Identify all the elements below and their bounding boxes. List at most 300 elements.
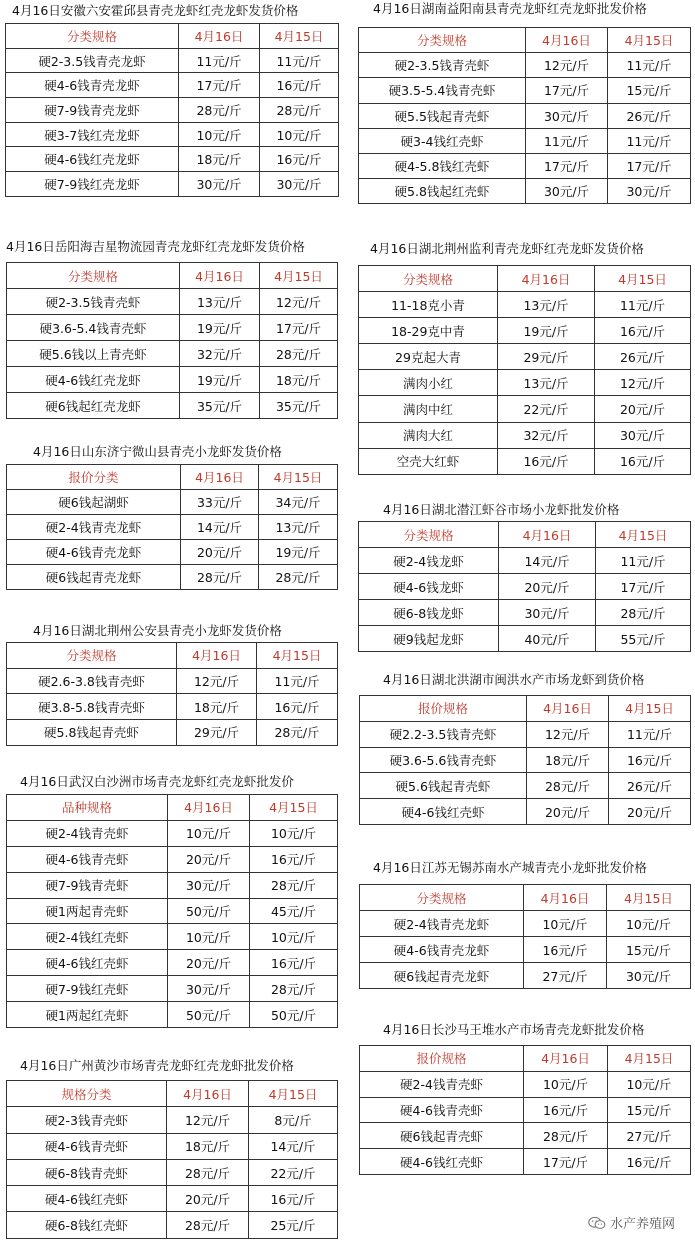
price-prev-cell: 50元/斤 <box>250 1002 338 1028</box>
header-row <box>7 795 338 821</box>
price-prev-cell: 15元/斤 <box>607 937 691 963</box>
header-date-today: 4月16日 <box>498 266 595 292</box>
spec-cell: 硬6钱起青壳龙虾 <box>360 963 524 989</box>
spec-cell: 硬4-6钱红壳虾 <box>7 1186 167 1212</box>
table-row <box>7 393 338 419</box>
header-spec: 分类规格 <box>359 522 499 548</box>
spec-cell: 硬2-4钱青壳龙虾 <box>360 911 524 937</box>
spec-cell: 空壳大红虾 <box>359 448 498 474</box>
table-row <box>360 773 691 799</box>
price-today-cell: 27元/斤 <box>524 963 607 989</box>
table-row <box>359 600 691 626</box>
price-prev-cell: 11元/斤 <box>609 721 691 747</box>
spec-cell: 硬4-6钱青壳龙虾 <box>6 73 179 98</box>
table-row <box>7 1212 338 1238</box>
spec-cell: 硬2-4钱青壳虾 <box>7 820 168 846</box>
price-prev-cell: 10元/斤 <box>607 911 691 937</box>
price-today-cell: 16元/斤 <box>498 448 595 474</box>
price-prev-cell: 16元/斤 <box>609 747 691 773</box>
price-today-cell: 35元/斤 <box>180 393 260 419</box>
price-today-cell: 29元/斤 <box>177 720 257 746</box>
header-row <box>359 28 691 53</box>
price-prev-cell: 30元/斤 <box>595 422 691 448</box>
header-date-prev: 4月15日 <box>608 28 691 53</box>
watermark-text: 水产养殖网 <box>609 1217 675 1232</box>
spec-cell: 硬4-6钱青壳龙虾 <box>7 540 181 565</box>
price-today-cell: 18元/斤 <box>167 1133 249 1159</box>
header-date-today: 4月16日 <box>168 795 250 821</box>
table-row <box>359 574 691 600</box>
header-row <box>360 1046 691 1072</box>
price-today-cell: 30元/斤 <box>179 172 260 197</box>
table-row <box>359 548 691 574</box>
price-prev-cell: 16元/斤 <box>250 950 338 976</box>
header-row <box>359 266 691 292</box>
spec-cell: 硬4-6钱红壳龙虾 <box>6 147 179 172</box>
table-row <box>7 924 338 950</box>
price-prev-cell: 28元/斤 <box>250 872 338 898</box>
price-today-cell: 32元/斤 <box>498 422 595 448</box>
price-prev-cell: 10元/斤 <box>608 1071 691 1097</box>
price-today-cell: 17元/斤 <box>526 78 608 103</box>
header-date-prev: 4月15日 <box>250 795 338 821</box>
block-title: 4月16日湖北荆州公安县青壳小龙虾发货价格 <box>33 623 282 638</box>
spec-cell: 硬4-5.8钱红壳虾 <box>359 153 526 178</box>
table-row <box>7 1107 338 1133</box>
price-today-cell: 10元/斤 <box>179 122 260 147</box>
header-date-prev: 4月15日 <box>609 696 691 722</box>
header-spec: 品种规格 <box>7 795 168 821</box>
price-prev-cell: 30元/斤 <box>260 172 339 197</box>
spec-cell: 硬4-6钱青壳虾 <box>360 1097 524 1123</box>
price-today-cell: 30元/斤 <box>526 103 608 128</box>
header-date-prev: 4月15日 <box>260 24 339 49</box>
header-row <box>7 1081 338 1107</box>
spec-cell: 满肉小红 <box>359 370 498 396</box>
price-prev-cell: 10元/斤 <box>250 924 338 950</box>
table-row <box>7 565 338 590</box>
price-table <box>6 262 338 419</box>
table-row <box>7 341 338 367</box>
table-row <box>7 367 338 393</box>
block-title: 4月16日湖北潜江虾谷市场小龙虾批发价格 <box>383 502 620 517</box>
price-today-cell: 33元/斤 <box>181 490 259 515</box>
header-row <box>360 696 691 722</box>
header-spec: 分类规格 <box>359 28 526 53</box>
block-title: 4月16日武汉白沙洲市场青壳龙虾红壳龙虾批发价 <box>20 774 294 789</box>
table-row <box>360 721 691 747</box>
price-today-cell: 50元/斤 <box>168 898 250 924</box>
price-table <box>359 884 691 989</box>
price-prev-cell: 11元/斤 <box>596 548 691 574</box>
spec-cell: 硬2-3.5钱青壳龙虾 <box>6 48 179 73</box>
spec-cell: 硬2-3.5钱青壳虾 <box>7 289 180 315</box>
price-today-cell: 10元/斤 <box>524 911 607 937</box>
spec-cell: 硬7-9钱红壳龙虾 <box>6 172 179 197</box>
table-row <box>6 98 339 123</box>
price-table <box>6 794 338 1028</box>
price-today-cell: 19元/斤 <box>180 367 260 393</box>
price-today-cell: 20元/斤 <box>167 1186 249 1212</box>
price-prev-cell: 11元/斤 <box>608 128 691 153</box>
spec-cell: 硬1两起红壳虾 <box>7 1002 168 1028</box>
table-row <box>359 53 691 78</box>
spec-cell: 硬7-9钱青壳龙虾 <box>6 98 179 123</box>
price-prev-cell: 15元/斤 <box>608 1097 691 1123</box>
spec-cell: 硬3.5-5.4钱青壳虾 <box>359 78 526 103</box>
price-prev-cell: 16元/斤 <box>260 73 339 98</box>
table-row <box>360 1097 691 1123</box>
price-today-cell: 17元/斤 <box>524 1149 608 1175</box>
block-title: 4月16日湖北荆州监利青壳龙虾红壳龙虾发货价格 <box>370 241 644 256</box>
spec-cell: 硬3-7钱红壳龙虾 <box>6 122 179 147</box>
price-prev-cell: 14元/斤 <box>249 1133 338 1159</box>
price-prev-cell: 8元/斤 <box>249 1107 338 1133</box>
table-row <box>7 515 338 540</box>
price-today-cell: 12元/斤 <box>526 53 608 78</box>
header-date-prev: 4月15日 <box>596 522 691 548</box>
header-spec: 分类规格 <box>6 24 179 49</box>
spec-cell: 硬3-4钱红壳虾 <box>359 128 526 153</box>
price-prev-cell: 35元/斤 <box>260 393 338 419</box>
header-date-prev: 4月15日 <box>608 1046 691 1072</box>
table-row <box>7 668 338 694</box>
spec-cell: 硬7-9钱红壳虾 <box>7 976 168 1002</box>
watermark <box>588 1213 675 1232</box>
price-prev-cell: 16元/斤 <box>595 448 691 474</box>
price-today-cell: 29元/斤 <box>498 344 595 370</box>
price-prev-cell: 27元/斤 <box>608 1123 691 1149</box>
price-prev-cell: 25元/斤 <box>249 1212 338 1238</box>
header-date-today: 4月16日 <box>180 263 260 289</box>
table-row <box>7 289 338 315</box>
table-row <box>359 128 691 153</box>
price-prev-cell: 13元/斤 <box>259 515 338 540</box>
header-row <box>360 885 691 911</box>
spec-cell: 硬4-6钱红壳虾 <box>360 799 527 825</box>
price-prev-cell: 12元/斤 <box>595 370 691 396</box>
block-title: 4月16日安徽六安霍邱县青壳龙虾红壳龙虾发货价格 <box>12 3 299 18</box>
price-prev-cell: 20元/斤 <box>609 799 691 825</box>
price-prev-cell: 11元/斤 <box>608 53 691 78</box>
price-today-cell: 17元/斤 <box>526 153 608 178</box>
price-prev-cell: 11元/斤 <box>257 668 338 694</box>
table-row <box>6 122 339 147</box>
table-row <box>6 172 339 197</box>
price-today-cell: 20元/斤 <box>527 799 609 825</box>
price-today-cell: 30元/斤 <box>168 872 250 898</box>
price-prev-cell: 34元/斤 <box>259 490 338 515</box>
table-row <box>359 370 691 396</box>
price-prev-cell: 45元/斤 <box>250 898 338 924</box>
price-today-cell: 20元/斤 <box>168 950 250 976</box>
header-date-today: 4月16日 <box>499 522 596 548</box>
table-row <box>359 422 691 448</box>
price-today-cell: 30元/斤 <box>168 976 250 1002</box>
price-prev-cell: 30元/斤 <box>607 963 691 989</box>
header-spec: 报价规格 <box>360 696 527 722</box>
price-prev-cell: 19元/斤 <box>259 540 338 565</box>
header-spec: 分类规格 <box>7 643 177 669</box>
spec-cell: 硬2-4钱龙虾 <box>359 548 499 574</box>
price-today-cell: 12元/斤 <box>527 721 609 747</box>
block-title: 4月16日岳阳海吉星物流园青壳龙虾红壳龙虾发货价格 <box>6 239 305 254</box>
price-today-cell: 13元/斤 <box>180 289 260 315</box>
price-today-cell: 32元/斤 <box>180 341 260 367</box>
spec-cell: 硬6钱起红壳龙虾 <box>7 393 180 419</box>
table-row <box>7 820 338 846</box>
wechat-icon <box>588 1216 606 1230</box>
spec-cell: 硬2-4钱青壳虾 <box>360 1071 524 1097</box>
header-date-prev: 4月15日 <box>259 465 338 490</box>
price-today-cell: 18元/斤 <box>177 694 257 720</box>
table-row <box>7 898 338 924</box>
price-table <box>6 1080 338 1239</box>
table-row <box>360 1123 691 1149</box>
table-row <box>7 490 338 515</box>
block-title: 4月16日广州黄沙市场青壳龙虾红壳龙虾批发价格 <box>20 1058 294 1073</box>
spec-cell: 硬6-8钱青壳虾 <box>7 1159 167 1185</box>
price-today-cell: 19元/斤 <box>180 315 260 341</box>
price-today-cell: 11元/斤 <box>526 128 608 153</box>
spec-cell: 硬4-6钱红壳虾 <box>7 950 168 976</box>
spec-cell: 硬4-6钱青壳虾 <box>7 846 168 872</box>
price-prev-cell: 28元/斤 <box>250 976 338 1002</box>
price-prev-cell: 15元/斤 <box>608 78 691 103</box>
price-table <box>5 23 339 197</box>
price-today-cell: 28元/斤 <box>179 98 260 123</box>
spec-cell: 硬2-3钱青壳虾 <box>7 1107 167 1133</box>
price-today-cell: 30元/斤 <box>526 179 608 204</box>
header-spec: 分类规格 <box>359 266 498 292</box>
header-date-today: 4月16日 <box>524 885 607 911</box>
price-today-cell: 28元/斤 <box>181 565 259 590</box>
price-today-cell: 28元/斤 <box>524 1123 608 1149</box>
table-row <box>7 315 338 341</box>
table-row <box>7 950 338 976</box>
price-table <box>6 642 338 746</box>
header-spec: 分类规格 <box>7 263 180 289</box>
price-today-cell: 22元/斤 <box>498 396 595 422</box>
price-prev-cell: 28元/斤 <box>259 565 338 590</box>
table-row <box>7 1159 338 1185</box>
table-row <box>359 626 691 652</box>
header-row <box>7 643 338 669</box>
price-prev-cell: 10元/斤 <box>250 820 338 846</box>
spec-cell: 满肉大红 <box>359 422 498 448</box>
table-row <box>7 1002 338 1028</box>
spec-cell: 硬5.6钱起青壳虾 <box>360 773 527 799</box>
price-prev-cell: 22元/斤 <box>249 1159 338 1185</box>
header-date-today: 4月16日 <box>526 28 608 53</box>
table-row <box>7 846 338 872</box>
table-row <box>360 747 691 773</box>
header-date-today: 4月16日 <box>179 24 260 49</box>
header-row <box>6 24 339 49</box>
price-today-cell: 28元/斤 <box>527 773 609 799</box>
spec-cell: 硬6钱起湖虾 <box>7 490 181 515</box>
spec-cell: 硬3.6-5.4钱青壳虾 <box>7 315 180 341</box>
spec-cell: 硬6钱起青壳虾 <box>360 1123 524 1149</box>
header-date-prev: 4月15日 <box>607 885 691 911</box>
header-date-today: 4月16日 <box>181 465 259 490</box>
table-row <box>7 976 338 1002</box>
header-row <box>359 522 691 548</box>
price-today-cell: 17元/斤 <box>179 73 260 98</box>
header-date-prev: 4月15日 <box>260 263 338 289</box>
header-date-today: 4月16日 <box>167 1081 249 1107</box>
spec-cell: 29克起大青 <box>359 344 498 370</box>
spec-cell: 硬3.6-5.6钱青壳虾 <box>360 747 527 773</box>
table-row <box>6 147 339 172</box>
spec-cell: 硬4-6钱红壳龙虾 <box>7 367 180 393</box>
block-title: 4月16日山东济宁微山县青壳小龙虾发货价格 <box>33 444 282 459</box>
header-spec: 报价分类 <box>7 465 181 490</box>
spec-cell: 硬4-6钱龙虾 <box>359 574 499 600</box>
price-prev-cell: 16元/斤 <box>608 1149 691 1175</box>
price-prev-cell: 28元/斤 <box>257 720 338 746</box>
header-date-prev: 4月15日 <box>257 643 338 669</box>
table-row <box>359 448 691 474</box>
price-prev-cell: 16元/斤 <box>249 1186 338 1212</box>
block-title: 4月16日湖南益阳南县青壳龙虾红壳龙虾批发价格 <box>373 1 647 16</box>
spec-cell: 硬2-3.5钱青壳虾 <box>359 53 526 78</box>
price-today-cell: 28元/斤 <box>167 1212 249 1238</box>
price-prev-cell: 28元/斤 <box>260 98 339 123</box>
price-today-cell: 16元/斤 <box>524 1097 608 1123</box>
price-today-cell: 13元/斤 <box>498 370 595 396</box>
spec-cell: 硬2.2-3.5钱青壳虾 <box>360 721 527 747</box>
table-row <box>7 1186 338 1212</box>
header-spec: 规格分类 <box>7 1081 167 1107</box>
price-today-cell: 10元/斤 <box>168 924 250 950</box>
price-prev-cell: 12元/斤 <box>260 289 338 315</box>
header-date-today: 4月16日 <box>527 696 609 722</box>
table-row <box>360 937 691 963</box>
price-prev-cell: 26元/斤 <box>608 103 691 128</box>
price-prev-cell: 26元/斤 <box>609 773 691 799</box>
price-today-cell: 30元/斤 <box>499 600 596 626</box>
price-today-cell: 12元/斤 <box>167 1107 249 1133</box>
block-title: 4月16日江苏无锡苏南水产城青壳小龙虾批发价格 <box>373 860 647 875</box>
spec-cell: 硬6-8钱红壳虾 <box>7 1212 167 1238</box>
price-table <box>358 27 691 204</box>
table-row <box>359 344 691 370</box>
spec-cell: 硬6钱起青壳龙虾 <box>7 565 181 590</box>
price-prev-cell: 30元/斤 <box>608 179 691 204</box>
price-today-cell: 40元/斤 <box>499 626 596 652</box>
price-prev-cell: 28元/斤 <box>260 341 338 367</box>
price-prev-cell: 26元/斤 <box>595 344 691 370</box>
price-today-cell: 14元/斤 <box>181 515 259 540</box>
price-today-cell: 10元/斤 <box>168 820 250 846</box>
price-today-cell: 19元/斤 <box>498 318 595 344</box>
spec-cell: 硬4-6钱青壳虾 <box>7 1133 167 1159</box>
price-table <box>359 1045 691 1175</box>
spec-cell: 硬5.8钱起红壳虾 <box>359 179 526 204</box>
price-today-cell: 18元/斤 <box>179 147 260 172</box>
block-title: 4月16日长沙马王堆水产市场青壳龙虾批发价格 <box>383 1022 645 1037</box>
table-row <box>7 1133 338 1159</box>
price-prev-cell: 11元/斤 <box>260 48 339 73</box>
table-row <box>360 1071 691 1097</box>
header-date-prev: 4月15日 <box>249 1081 338 1107</box>
price-prev-cell: 11元/斤 <box>595 292 691 318</box>
price-table <box>6 464 338 590</box>
table-row <box>6 73 339 98</box>
price-today-cell: 13元/斤 <box>498 292 595 318</box>
spec-cell: 硬2-4钱青壳龙虾 <box>7 515 181 540</box>
block-title: 4月16日湖北洪湖市闽洪水产市场龙虾到货价格 <box>383 672 645 687</box>
header-row <box>7 263 338 289</box>
price-today-cell: 20元/斤 <box>181 540 259 565</box>
price-prev-cell: 28元/斤 <box>596 600 691 626</box>
price-today-cell: 20元/斤 <box>499 574 596 600</box>
table-row <box>7 540 338 565</box>
price-today-cell: 14元/斤 <box>499 548 596 574</box>
header-date-today: 4月16日 <box>177 643 257 669</box>
spec-cell: 硬4-6钱青壳龙虾 <box>360 937 524 963</box>
spec-cell: 硬5.5钱起青壳虾 <box>359 103 526 128</box>
spec-cell: 硬2.6-3.8钱青壳虾 <box>7 668 177 694</box>
table-row <box>359 179 691 204</box>
price-prev-cell: 55元/斤 <box>596 626 691 652</box>
header-spec: 分类规格 <box>360 885 524 911</box>
table-row <box>7 720 338 746</box>
price-today-cell: 50元/斤 <box>168 1002 250 1028</box>
price-prev-cell: 16元/斤 <box>260 147 339 172</box>
price-prev-cell: 16元/斤 <box>257 694 338 720</box>
table-row <box>360 799 691 825</box>
spec-cell: 硬1两起青壳虾 <box>7 898 168 924</box>
table-row <box>359 292 691 318</box>
spec-cell: 硬6-8钱龙虾 <box>359 600 499 626</box>
table-row <box>6 48 339 73</box>
spec-cell: 硬2-4钱红壳虾 <box>7 924 168 950</box>
spec-cell: 硬3.8-5.8钱青壳虾 <box>7 694 177 720</box>
header-spec: 报价规格 <box>360 1046 524 1072</box>
price-today-cell: 10元/斤 <box>524 1071 608 1097</box>
spec-cell: 满肉中红 <box>359 396 498 422</box>
spec-cell: 硬7-9钱青壳虾 <box>7 872 168 898</box>
spec-cell: 硬4-6钱红壳虾 <box>360 1149 524 1175</box>
price-prev-cell: 20元/斤 <box>595 396 691 422</box>
price-today-cell: 11元/斤 <box>179 48 260 73</box>
table-row <box>7 872 338 898</box>
price-today-cell: 28元/斤 <box>167 1159 249 1185</box>
table-row <box>360 1149 691 1175</box>
price-prev-cell: 16元/斤 <box>250 846 338 872</box>
table-row <box>359 78 691 103</box>
table-row <box>360 911 691 937</box>
price-prev-cell: 10元/斤 <box>260 122 339 147</box>
spec-cell: 硬9钱起龙虾 <box>359 626 499 652</box>
price-prev-cell: 17元/斤 <box>608 153 691 178</box>
price-prev-cell: 17元/斤 <box>596 574 691 600</box>
price-today-cell: 16元/斤 <box>524 937 607 963</box>
spec-cell: 硬5.6钱以上青壳虾 <box>7 341 180 367</box>
price-prev-cell: 17元/斤 <box>260 315 338 341</box>
table-row <box>359 103 691 128</box>
price-today-cell: 20元/斤 <box>168 846 250 872</box>
price-table <box>359 695 691 825</box>
price-today-cell: 18元/斤 <box>527 747 609 773</box>
spec-cell: 11-18克小青 <box>359 292 498 318</box>
header-date-prev: 4月15日 <box>595 266 691 292</box>
table-row <box>359 153 691 178</box>
header-row <box>7 465 338 490</box>
price-table <box>358 521 691 652</box>
